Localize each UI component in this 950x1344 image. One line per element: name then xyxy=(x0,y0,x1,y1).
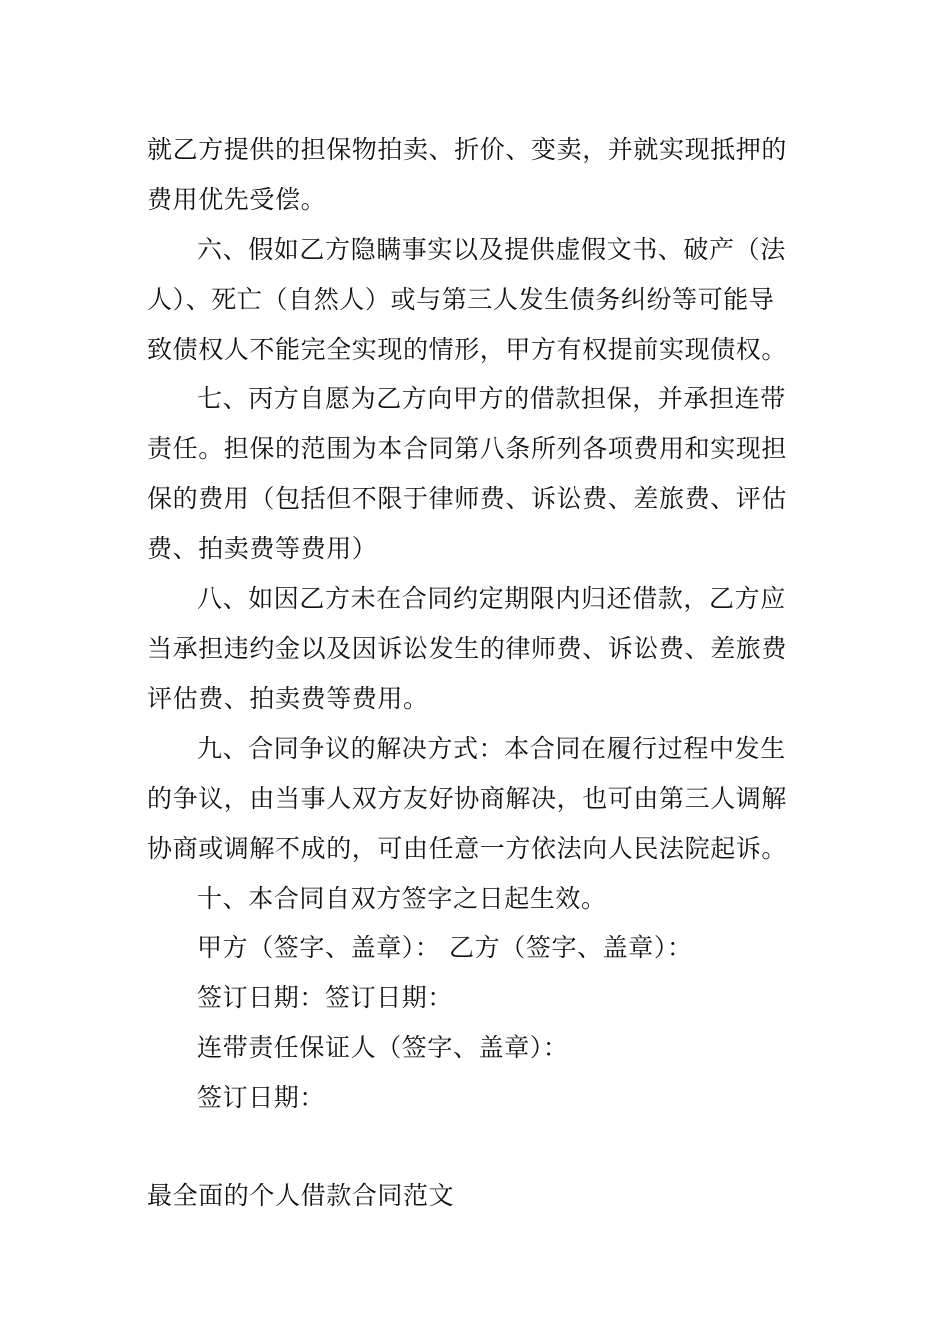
text-line: 就乙方提供的担保物拍卖、折价、变卖，并就实现抵押的 xyxy=(147,135,788,164)
guarantor-signature-line: 连带责任保证人（签字、盖章）： xyxy=(197,1033,569,1062)
text-line: 费、拍卖费等费用） xyxy=(147,534,378,563)
clause-6-line: 六、假如乙方隐瞒事实以及提供虚假文书、破产（法 xyxy=(197,235,786,264)
next-document-title: 最全面的个人借款合同范文 xyxy=(147,1181,455,1210)
guarantor-date-line: 签订日期： xyxy=(197,1083,326,1112)
text-line: 保的费用（包括但不限于律师费、诉讼费、差旅费、评估 xyxy=(147,484,788,513)
clause-9-line: 九、合同争议的解决方式：本合同在履行过程中发生 xyxy=(197,734,786,763)
text-line: 协商或调解不成的，可由任意一方依法向人民法院起诉。 xyxy=(147,834,788,863)
signature-line-parties: 甲方（签字、盖章）： 乙方（签字、盖章）： xyxy=(197,933,693,962)
text-line: 评估费、拍卖费等费用。 xyxy=(147,684,429,713)
text-line: 当承担违约金以及因诉讼发生的律师费、诉讼费、差旅费 xyxy=(147,634,788,663)
text-line: 人）、死亡（自然人）或与第三人发生债务纠纷等可能导 xyxy=(147,285,775,314)
text-line: 费用优先受偿。 xyxy=(147,185,327,214)
signing-date-line: 签订日期：签订日期： xyxy=(197,983,454,1012)
text-line: 责任。担保的范围为本合同第八条所列各项费用和实现担 xyxy=(147,434,788,463)
text-line: 的争议，由当事人双方友好协商解决，也可由第三人调解 xyxy=(147,784,788,813)
clause-7-line: 七、丙方自愿为乙方向甲方的借款担保，并承担连带 xyxy=(197,384,786,413)
text-line: 致债权人不能完全实现的情形，甲方有权提前实现债权。 xyxy=(147,335,788,364)
clause-8-line: 八、如因乙方未在合同约定期限内归还借款，乙方应 xyxy=(197,584,786,613)
clause-10-line: 十、本合同自双方签字之日起生效。 xyxy=(197,884,607,913)
